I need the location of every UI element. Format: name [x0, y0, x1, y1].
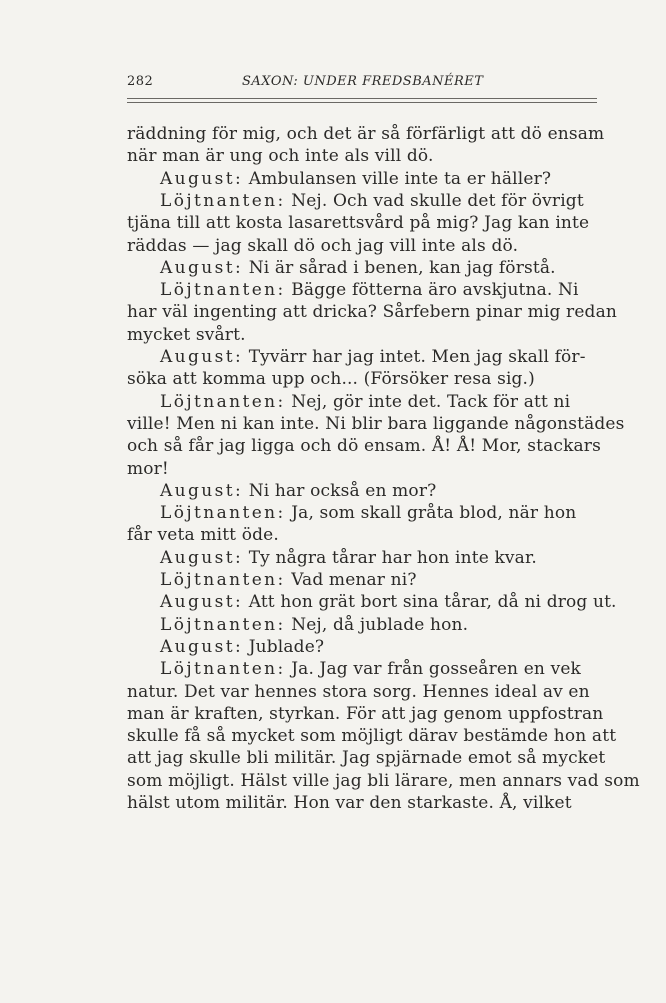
text-line: söka att komma upp och... (Försöker resa sig.) [127, 369, 535, 390]
text-line: tjäna till att kosta lasarettsvård på mig? Jag kan inte [127, 213, 590, 234]
speech-text: Ambulansen ville inte ta er häller? [243, 168, 552, 189]
speaker-name: August: [160, 636, 244, 657]
speech-text: Jublade? [243, 636, 325, 657]
speech-text: Att hon grät bort sina tårar, då ni drog ut. [243, 592, 617, 613]
text-line: mycket svårt. [127, 324, 246, 345]
speech-text: Bägge fötterna äro avskjutna. Ni [285, 280, 579, 301]
speaker-name: August: [160, 168, 244, 189]
text-line: räddning för mig, och det är så förfärligt att dö ensam [127, 124, 605, 144]
speaker-name: Löjtnanten: [160, 280, 286, 301]
text-line: mor! [127, 458, 169, 479]
dialogue-line [160, 169, 551, 189]
speech-text: Ja, som skall gråta blod, när hon [285, 503, 577, 524]
dialogue-line [160, 659, 581, 679]
speaker-name: August: [160, 347, 244, 367]
text-line: man är kraften, styrkan. För att jag genom uppfostran [127, 703, 604, 724]
speaker-name: August: [160, 592, 244, 613]
speech-text: Nej, då jublade hon. [285, 614, 469, 635]
speaker-name: August: [160, 547, 244, 568]
dialogue-line [160, 503, 576, 523]
speaker-name: Löjtnanten: [160, 503, 286, 524]
speech-text: Nej, gör inte det. Tack för att ni [285, 391, 571, 412]
text-line: och så får jag ligga och dö ensam. Å! Å! Mor, stackars [127, 436, 601, 457]
text-line: som möjligt. Hälst ville jag bli lärare, men annars vad som [127, 770, 640, 791]
text-line: natur. Det var hennes stora sorg. Hennes ideal av en [127, 681, 590, 702]
speaker-name: Löjtnanten: [160, 659, 286, 680]
text-line: räddas — jag skall dö och jag vill inte als dö. [127, 235, 519, 256]
speech-text: Ni har också en mor? [243, 480, 437, 501]
speaker-name: August: [160, 257, 244, 278]
text-line: att jag skulle bli militär. Jag spjärnade emot så mycket [127, 748, 606, 769]
dialogue-line [160, 258, 556, 278]
speech-text: Nej. Och vad skulle det för övrigt [285, 190, 584, 211]
page-number: 282 [127, 74, 154, 89]
speaker-name: Löjtnanten: [160, 570, 286, 590]
running-title: SAXON: UNDER FREDSBANÉRET [242, 74, 484, 89]
speech-text: Ni är sårad i benen, kan jag förstå. [243, 257, 556, 278]
text-line: har väl ingenting att dricka? Sårfebern pinar mig redan [127, 302, 617, 323]
speaker-name: Löjtnanten: [160, 614, 286, 635]
speaker-name: Löjtnanten: [160, 190, 286, 211]
text-line: hälst utom militär. Hon var den starkaste. Å, vilket [127, 793, 572, 813]
text-line: skulle få så mycket som möjligt därav bestämde hon att [127, 726, 617, 747]
speech-text: Ty några tårar har hon inte kvar. [243, 547, 537, 568]
dialogue-line [160, 637, 324, 657]
speech-text: Vad menar ni? [285, 570, 417, 590]
dialogue-line [160, 481, 436, 501]
text-line: får veta mitt öde. [127, 525, 279, 546]
text-line: ville! Men ni kan inte. Ni blir bara liggande någonstädes [127, 413, 625, 434]
dialogue-line [160, 548, 537, 568]
dialogue-line [160, 280, 579, 300]
dialogue-line [160, 347, 586, 367]
speech-text: Tyvärr har jag intet. Men jag skall för- [243, 347, 586, 367]
dialogue-line [160, 592, 617, 612]
speech-text: Ja. Jag var från gosseåren en vek [285, 659, 581, 680]
dialogue-line [160, 392, 570, 412]
text-line: när man är ung och inte als vill dö. [127, 146, 434, 167]
dialogue-line [160, 570, 417, 590]
speaker-name: Löjtnanten: [160, 391, 286, 412]
dialogue-line [160, 615, 468, 635]
speaker-name: August: [160, 480, 244, 501]
dialogue-line [160, 191, 584, 211]
